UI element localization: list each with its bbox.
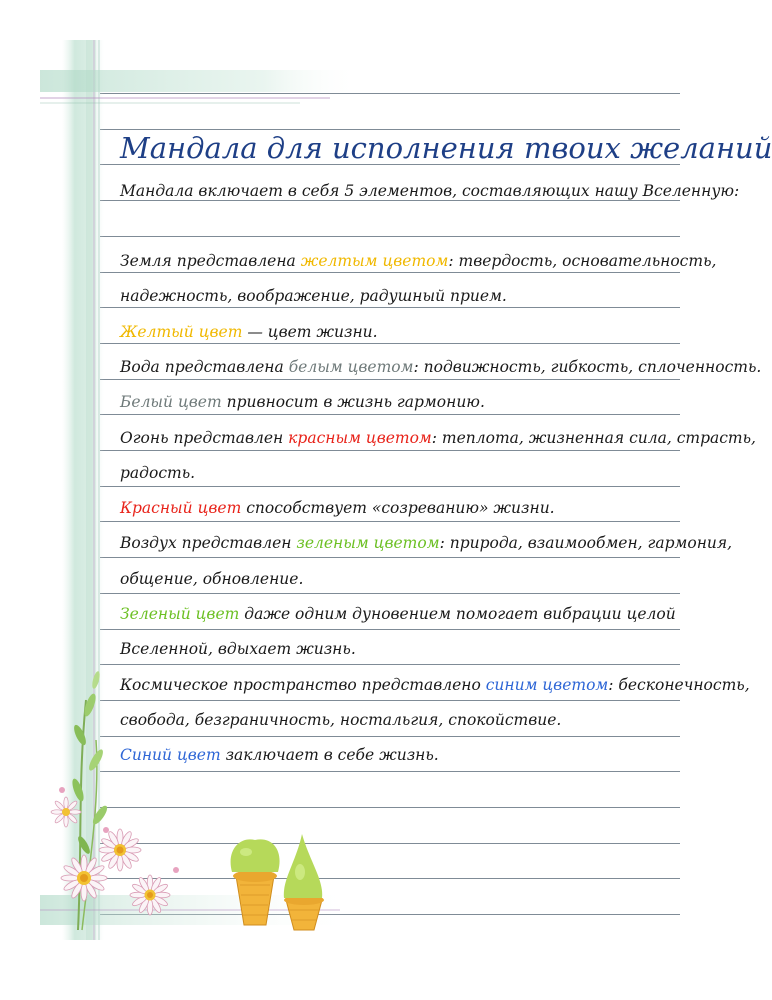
text-line	[120, 744, 690, 766]
text-segment: Вода представлена	[120, 358, 289, 376]
text-line	[120, 497, 690, 519]
text-line	[120, 532, 733, 554]
text-segment: общение, обновление.	[120, 570, 304, 588]
color-term: Белый цвет	[120, 393, 222, 411]
text-segment: — цвет жизни.	[242, 323, 378, 341]
text-segment: : подвижность, гибкость, сплоченность.	[413, 358, 762, 376]
color-term: красным цветом	[288, 429, 432, 447]
text-segment: способствует «созреванию» жизни.	[241, 499, 555, 517]
text-line	[120, 427, 756, 449]
text-line	[120, 674, 750, 696]
color-term: белым цветом	[288, 358, 414, 376]
text-segment: : бесконечность,	[608, 676, 750, 694]
text-line	[120, 250, 717, 272]
color-term: Синий цвет	[120, 746, 221, 764]
text-line	[120, 568, 690, 590]
text-segment: Вселенной, вдыхает жизнь.	[120, 640, 356, 658]
text-line	[120, 391, 690, 413]
top-margin-wash	[40, 70, 360, 103]
text-line	[120, 462, 690, 484]
text-segment: надежность, воображение, радушный прием.	[120, 287, 507, 305]
color-term: Красный цвет	[120, 499, 242, 517]
intro-line: Мандала включает в себя 5 элементов, составляющих нашу Вселенную:	[120, 182, 740, 200]
color-term: Зеленый цвет	[120, 605, 240, 623]
text-segment: заключает в себе жизнь.	[220, 746, 439, 764]
text-line	[120, 321, 690, 343]
color-term: желтым цветом	[300, 252, 449, 270]
text-segment: : теплота, жизненная сила, страсть,	[431, 429, 756, 447]
text-segment: : природа, взаимообмен, гармония,	[439, 534, 733, 552]
text-segment: Земля представлена	[120, 252, 301, 270]
text-line	[120, 709, 690, 731]
text-line	[120, 603, 690, 625]
text-line	[120, 285, 690, 307]
text-segment: привносит в жизнь гармонию.	[221, 393, 485, 411]
text-line	[120, 356, 762, 378]
color-term: Желтый цвет	[120, 323, 243, 341]
text-line	[120, 638, 690, 660]
text-segment: даже одним дуновением помогает вибрации целой	[239, 605, 676, 623]
page-title: Мандала для исполнения твоих желаний	[120, 131, 772, 165]
text-segment: свобода, безграничность, ностальгия, спокойствие.	[120, 711, 562, 729]
color-term: синим цветом	[485, 676, 609, 694]
text-segment: радость.	[120, 464, 196, 482]
text-segment: Космическое пространство представлено	[120, 676, 486, 694]
text-segment: : твердость, основательность,	[448, 252, 717, 270]
text-segment: Огонь представлен	[120, 429, 289, 447]
text-segment: Воздух представлен	[120, 534, 297, 552]
color-term: зеленым цветом	[296, 534, 440, 552]
